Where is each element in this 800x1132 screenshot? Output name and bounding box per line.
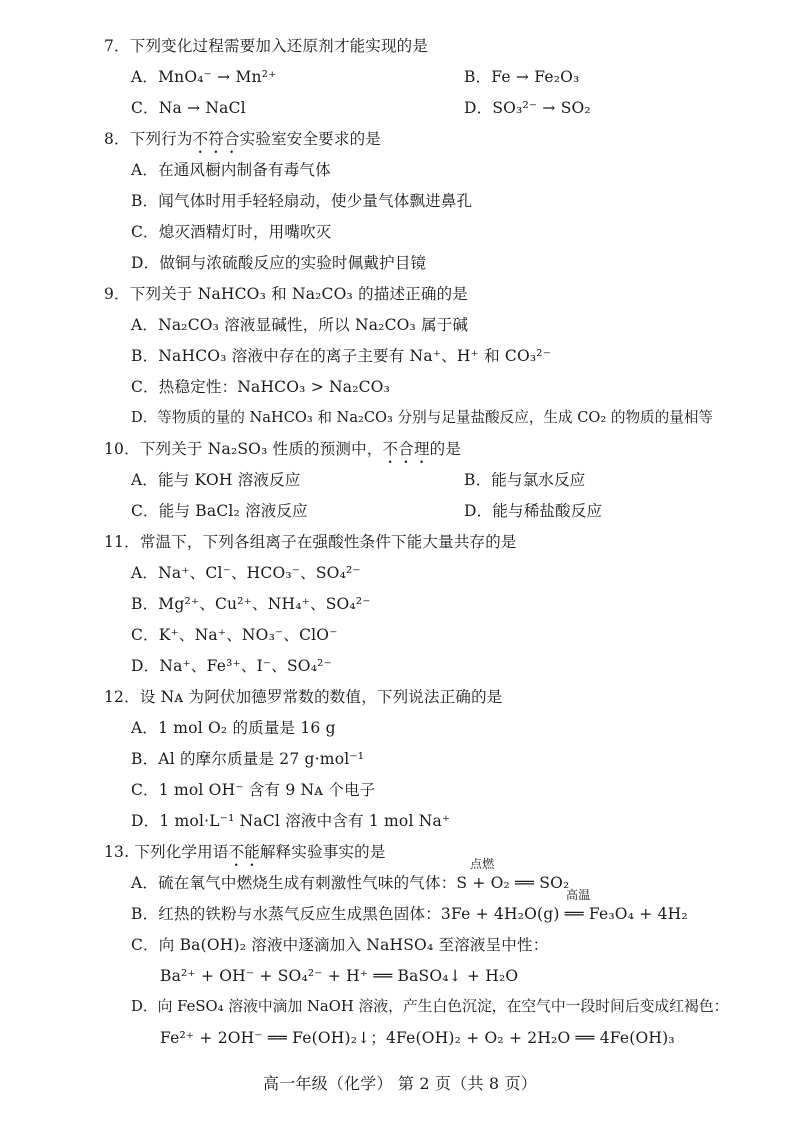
question-13-option-d: D．向 FeSO₄ 溶液中滴加 NaOH 溶液，产生白色沉淀，在空气中一段时间后变成红褐色：	[131, 998, 729, 1015]
question-7-stem: 7．下列变化过程需要加入还原剂才能实现的是	[104, 37, 429, 55]
question-12-option-d: D．1 mol·L⁻¹ NaCl 溶液中含有 1 mol Na⁺	[131, 812, 451, 830]
question-8-option-c: C．熄灭酒精灯时，用嘴吹灭	[131, 223, 332, 241]
question-8-stem: 8．下列行为不符合实验室安全要求的是	[104, 130, 381, 148]
page-footer: 高一年级（化学） 第 2 页（共 8 页）	[263, 1074, 537, 1093]
question-9-option-c: C．热稳定性：NaHCO₃ > Na₂CO₃	[131, 378, 391, 396]
question-13-option-d-equation: Fe²⁺ + 2OH⁻ ══ Fe(OH)₂↓；4Fe(OH)₂ + O₂ + 2H₂O ══ 4Fe(OH)₃	[160, 1029, 675, 1047]
question-7-option-a: A．MnO₄⁻ → Mn²⁺	[131, 68, 277, 86]
reaction-condition-ignite: 点燃	[470, 857, 495, 871]
question-11-option-b: B．Mg²⁺、Cu²⁺、NH₄⁺、SO₄²⁻	[131, 595, 371, 613]
reaction-condition-high-temp: 高温	[566, 888, 591, 902]
question-12-option-a: A．1 mol O₂ 的质量是 16 g	[131, 719, 336, 737]
question-12-stem: 12．设 Nᴀ 为阿伏加德罗常数的数值，下列说法正确的是	[104, 688, 503, 706]
question-13-option-c-equation: Ba²⁺ + OH⁻ + SO₄²⁻ + H⁺ ══ BaSO₄↓ + H₂O	[160, 967, 519, 985]
question-7-option-d: D．SO₃²⁻ → SO₂	[464, 99, 591, 117]
question-8-option-b: B．闻气体时用手轻轻扇动，使少量气体飘进鼻孔	[131, 192, 473, 210]
question-10-option-d: D．能与稀盐酸反应	[464, 502, 603, 520]
emphasis-text: 不合理	[382, 440, 430, 458]
question-12-option-c: C．1 mol OH⁻ 含有 9 Nᴀ 个电子	[131, 781, 376, 799]
question-10-option-c: C．能与 BaCl₂ 溶液反应	[131, 502, 308, 520]
question-8-option-d: D．做铜与浓硫酸反应的实验时佩戴护目镜	[131, 254, 427, 272]
question-9-option-d: D．等物质的量的 NaHCO₃ 和 Na₂CO₃ 分别与足量盐酸反应，生成 CO₂ 的物质的量相等	[131, 409, 714, 426]
question-9-option-b: B．NaHCO₃ 溶液中存在的离子主要有 Na⁺、H⁺ 和 CO₃²⁻	[131, 347, 552, 365]
question-13-option-c: C．向 Ba(OH)₂ 溶液中逐滴加入 NaHSO₄ 至溶液呈中性：	[131, 936, 549, 954]
emphasis-text: 不符合	[192, 130, 240, 148]
question-11-stem: 11．常温下，下列各组离子在强酸性条件下能大量共存的是	[104, 533, 517, 551]
question-10-option-b: B．能与氯水反应	[464, 471, 586, 489]
question-9-stem: 9．下列关于 NaHCO₃ 和 Na₂CO₃ 的描述正确的是	[104, 285, 468, 303]
question-12-option-b: B．Al 的摩尔质量是 27 g·mol⁻¹	[131, 750, 365, 768]
question-10-option-a: A．能与 KOH 溶液反应	[131, 471, 301, 489]
question-13-option-b: B．红热的铁粉与水蒸气反应生成黑色固体：3Fe + 4H₂O(g) ══ Fe₃O₄ + 4H₂	[131, 905, 688, 923]
question-13-stem: 13. 下列化学用语不能解释实验事实的是	[104, 843, 386, 861]
question-9-option-a: A．Na₂CO₃ 溶液显碱性，所以 Na₂CO₃ 属于碱	[131, 316, 469, 334]
question-7-option-b: B．Fe → Fe₂O₃	[464, 68, 580, 86]
question-11-option-c: C．K⁺、Na⁺、NO₃⁻、ClO⁻	[131, 626, 338, 644]
question-11-option-d: D．Na⁺、Fe³⁺、I⁻、SO₄²⁻	[131, 657, 332, 675]
question-11-option-a: A．Na⁺、Cl⁻、HCO₃⁻、SO₄²⁻	[131, 564, 361, 582]
question-8-option-a: A．在通风橱内制备有毒气体	[131, 161, 331, 179]
question-7-option-c: C．Na → NaCl	[131, 99, 246, 117]
question-13-option-a: A．硫在氧气中燃烧生成有刺激性气味的气体：S + O₂ ══ SO₂	[131, 874, 570, 892]
question-10-stem: 10．下列关于 Na₂SO₃ 性质的预测中，不合理的是	[104, 440, 462, 458]
emphasis-text: 不能	[228, 843, 260, 861]
